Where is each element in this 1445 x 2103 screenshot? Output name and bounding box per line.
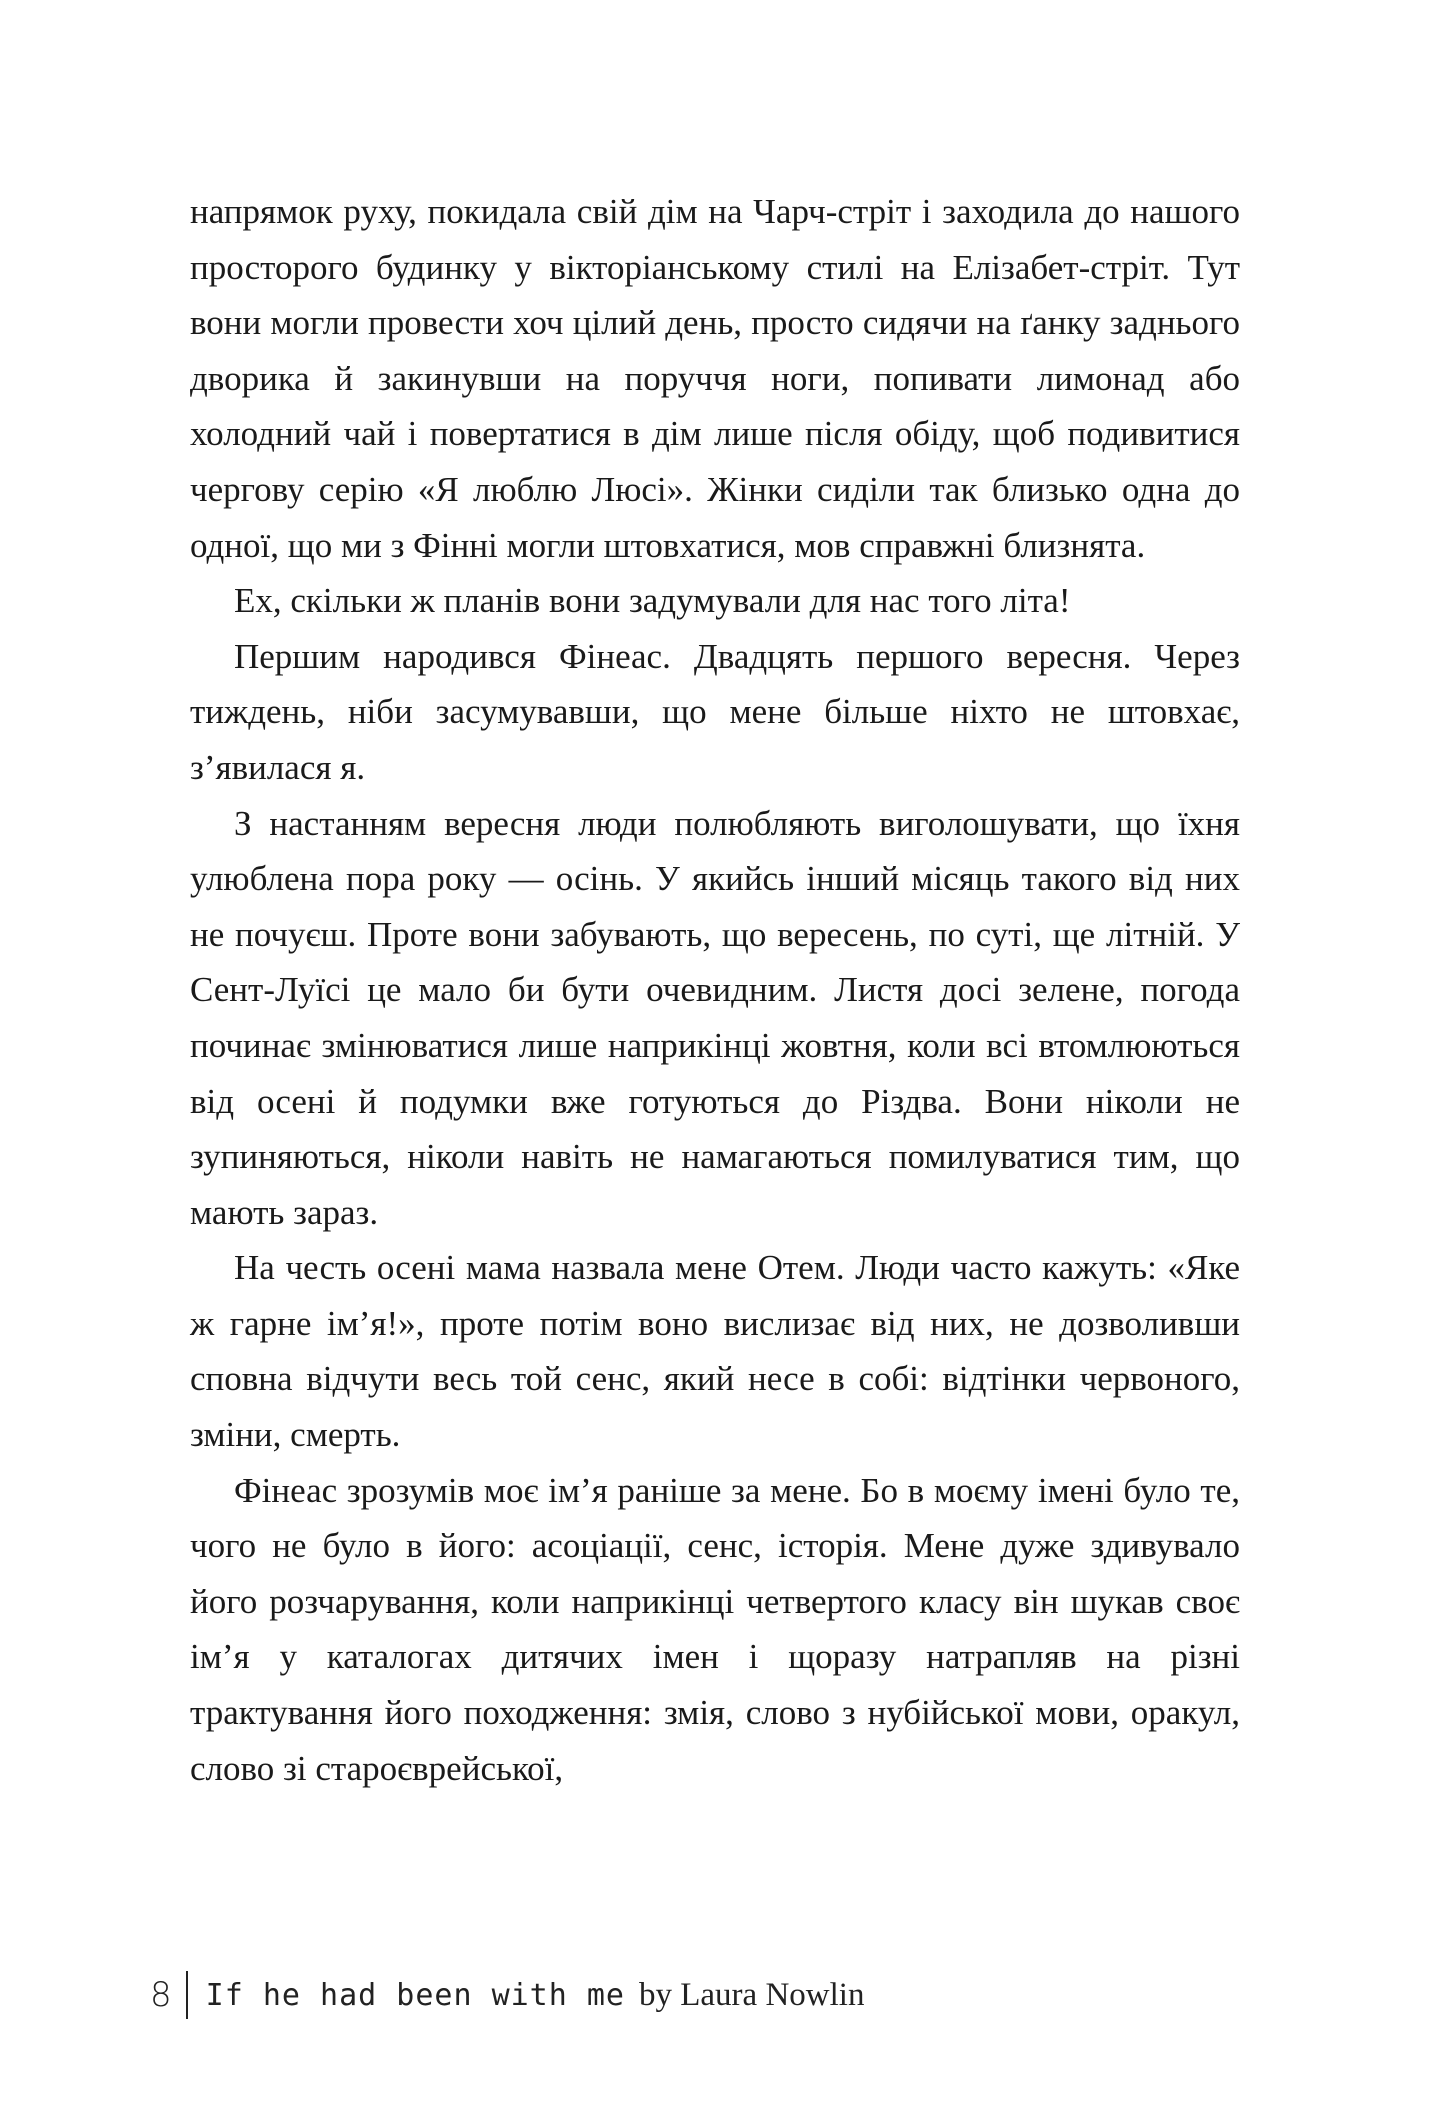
paragraph: Фінеас зрозумів моє ім’я раніше за мене. Бо в моєму імені було те, чого не було в його: асоціації, сенс, історія. Мене дуже здивувало його розчарування, коли наприкінці четвертого класу він шукав своє ім’я у каталогах дитячих імен і щоразу натрапляв на різні трактування його походження: змія, слово з нубійської мови, оракул, слово зі староєврейської, — [190, 1470, 1240, 1788]
page-body-text — [190, 184, 1240, 1796]
page-footer — [150, 1965, 864, 2025]
paragraph: напрямок руху, покидала свій дім на Чарч-стріт і заходила до нашого просторого будинку у вікторіанському стилі на Елізабет-стріт. Тут вони могли провести хоч цілий день, просто сидячи на ґанку заднього дворика й закинувши на поруччя ноги, попивати лимонад або холодний чай і повертатися в дім лише після обіду, щоб подивитися чергову серію «Я люблю Люсі». Жінки сиділи так близько одна до одної, що ми з Фінні могли штовхатися, мов справжні близнята. — [190, 192, 1240, 565]
paragraph: Першим народився Фінеас. Двадцять першого вересня. Через тиждень, ніби засумувавши, що мене більше ніхто не штовхає, з’явилася я. — [190, 636, 1240, 787]
paragraph: На честь осені мама назвала мене Отем. Люди часто кажуть: «Яке ж гарне ім’я!», проте потім воно вислизає від них, не дозволивши сповна відчути весь той сенс, який несе в собі: відтінки червоного, зміни, смерть. — [190, 1248, 1240, 1455]
running-author: by Laura Nowlin — [639, 1976, 865, 2013]
paragraph: З настанням вересня люди полюбляють виголошувати, що їхня улюблена пора року — осінь. У якийсь інший місяць такого від них не почуєш. Проте вони забувають, що вересень, по суті, ще літній. У Сент-Луїсі це мало би бути очевидним. Листя досі зелене, погода починає змінюватися лише наприкінці жовтня, коли всі втомлюються від осені й подумки вже готуються до Різдва. Вони ніколи не зупиняються, ніколи навіть не намагаються помилуватися тим, що мають зараз. — [190, 803, 1240, 1232]
running-book-title: If he had been with me — [205, 1977, 625, 2013]
paragraph: Ех, скільки ж планів вони задумували для нас того літа! — [234, 581, 1071, 621]
footer-divider — [186, 1971, 188, 2019]
page-number: 8 — [150, 1975, 172, 2015]
